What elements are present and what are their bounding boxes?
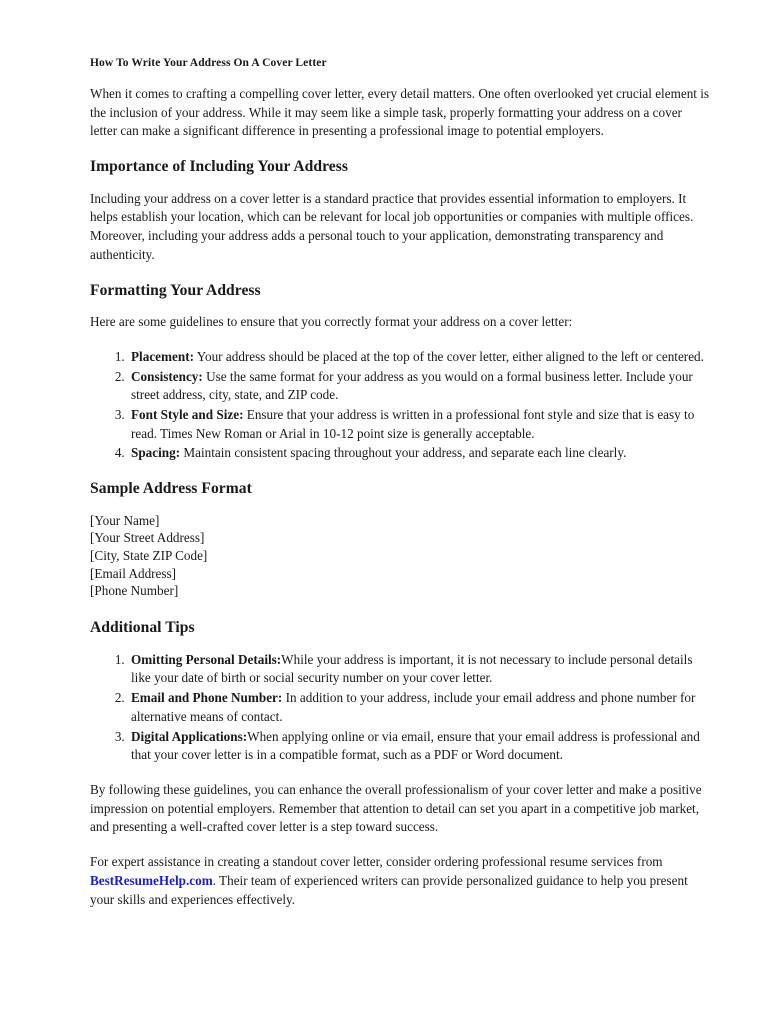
section-heading-additional-tips: Additional Tips: [90, 619, 195, 637]
cta-text-before: For expert assistance in creating a standout cover letter, consider ordering professional resume services from: [90, 854, 663, 870]
address-line: [City, State ZIP Code]: [90, 548, 208, 564]
closing-paragraph: By following these guidelines, you can enhance the overall professionalism of your cover letter and make a positive impression on potential employers. Remember that attention to detail can set you apart in a competitive job market, and presenting a well-crafted cover letter is a step toward success.: [90, 782, 702, 835]
list-item-label: Font Style and Size:: [131, 406, 244, 422]
list-item-label: Omitting Personal Details:: [131, 651, 282, 667]
list-item-label: Placement:: [131, 348, 194, 364]
list-item: [128, 728, 712, 765]
section-heading-sample: Sample Address Format: [90, 480, 252, 498]
additional-tips-list: [90, 651, 712, 765]
list-item: [128, 689, 712, 726]
list-item-label: Consistency:: [131, 368, 203, 384]
list-item-label: Digital Applications:: [131, 728, 248, 744]
formatting-guidelines-list: [90, 348, 712, 463]
page-title: How To Write Your Address On A Cover Letter: [90, 57, 327, 69]
list-item-text: Your address should be placed at the top of the cover letter, either aligned to the left or centered.: [196, 348, 704, 364]
cta-paragraph: [90, 853, 712, 909]
address-line: [Your Name]: [90, 512, 160, 528]
list-item-label: Spacing:: [131, 445, 181, 461]
cta-text-after: . Their team of experienced writers can provide personalized guidance to help you present your skills and experiences effectively.: [90, 872, 688, 907]
list-item-text: Maintain consistent spacing throughout your address, and separate each line clearly.: [183, 445, 627, 461]
importance-paragraph: Including your address on a cover letter is a standard practice that provides essential information to employers. It helps establish your location, which can be relevant for local job opportunities or companies with multiple offices. Moreover, including your address adds a personal touch to your application, demonstrating transparency and authenticity.: [90, 190, 694, 262]
section-heading-importance: Importance of Including Your Address: [90, 158, 348, 176]
bestresumehelp-link[interactable]: BestResumeHelp.com: [90, 872, 213, 888]
address-line: [Your Street Address]: [90, 530, 205, 546]
section-heading-formatting: Formatting Your Address: [90, 281, 261, 299]
list-item: [128, 348, 712, 367]
list-item-label: Email and Phone Number:: [131, 690, 283, 706]
formatting-lead-in: Here are some guidelines to ensure that you correctly format your address on a cover letter:: [90, 314, 573, 330]
list-item: [128, 651, 712, 688]
address-line: [Email Address]: [90, 565, 177, 581]
list-item-text: In addition to your address, include your email address and phone number for alternative means of contact.: [131, 690, 696, 724]
list-item-text: When applying online or via email, ensure that your email address is professional and that your cover letter is in a compatible format, such as a PDF or Word document.: [131, 728, 700, 763]
address-line: [Phone Number]: [90, 583, 179, 599]
list-item-text: Use the same format for your address as you would on a formal business letter. Include your street address, city, state, and ZIP code.: [131, 368, 693, 403]
intro-paragraph: When it comes to crafting a compelling cover letter, every detail matters. One often overlooked yet crucial element is the inclusion of your address. While it may seem like a simple task, properly formatting your address on a cover letter can make a significant difference in presenting a professional image to potential employers.: [90, 85, 710, 139]
list-item-text: Ensure that your address is written in a professional font style and size that is easy to read. Times New Roman or Arial in 10-12 point size is generally acceptable.: [131, 406, 695, 441]
list-item: [128, 444, 712, 463]
list-item: [128, 406, 712, 443]
document-content: [90, 56, 712, 909]
sample-address-block: [90, 512, 712, 600]
list-item: [128, 368, 712, 405]
list-item-text: While your address is important, it is not necessary to include personal details like your date of birth or social security number on your cover letter.: [131, 651, 693, 686]
